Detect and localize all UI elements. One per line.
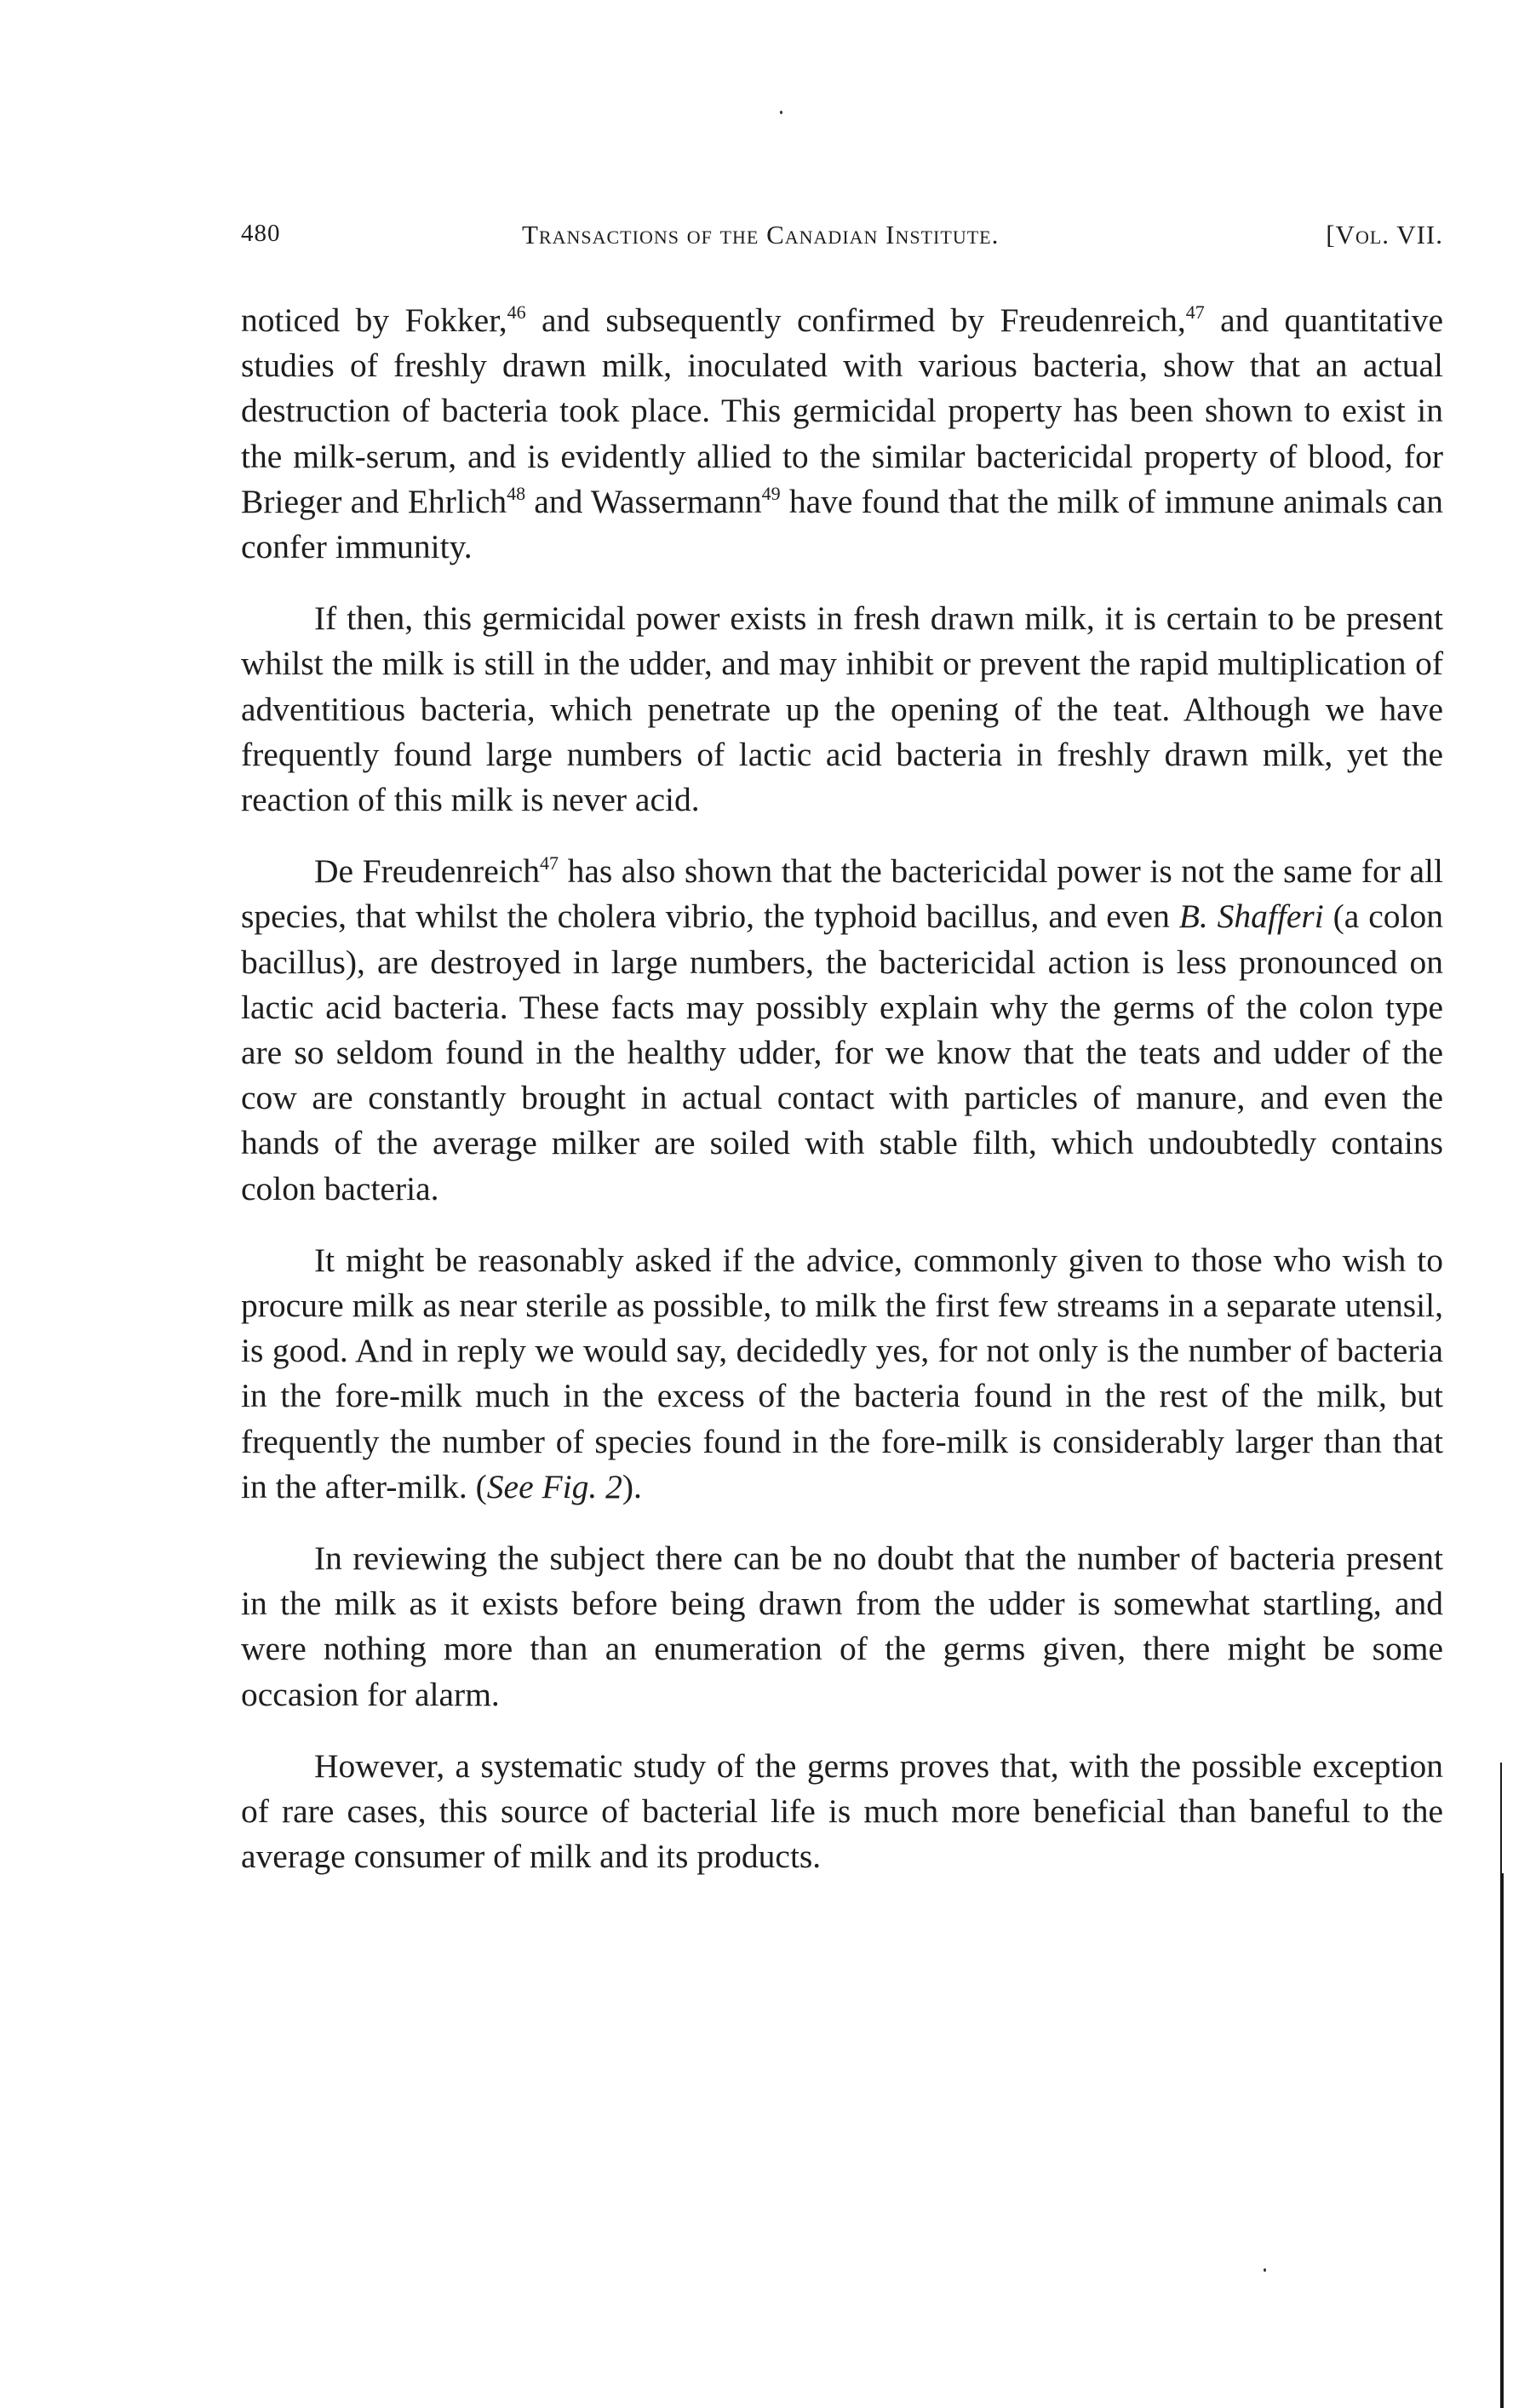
italic-text: B. Shafferi bbox=[1178, 897, 1324, 936]
running-title: Transactions of the Canadian Institute. bbox=[522, 220, 1000, 249]
paragraph bbox=[241, 298, 1443, 570]
volume-label: [Vol. VII. bbox=[1326, 220, 1443, 249]
paragraph bbox=[241, 1536, 1443, 1717]
text-run: ). bbox=[622, 1467, 642, 1505]
page-number: 480 bbox=[241, 220, 281, 247]
italic-text: See Fig. 2 bbox=[486, 1467, 622, 1505]
text-run: and quantitative studies of freshly drawn milk, inoculated with various bacteria, show that an actual destruction of bacteria took place. This germicidal property has been shown to exist in the milk-serum, and is evidently allied to the similar bactericidal property of blood, for Brieger and Ehrlich bbox=[241, 301, 1443, 520]
text-run: It might be reasonably asked if the advice, commonly given to those who wish to procure milk as near sterile as possible, to milk the first few streams in a separate utensil, is good. And in reply we would say, decidedly yes, for not only is the number of bacteria in the fore-milk much in the excess of the bacteria found in the rest of the milk, but frequently the number of species found in the fore-milk is considerably larger than that in the after-milk. ( bbox=[241, 1241, 1443, 1505]
paragraph bbox=[241, 1238, 1443, 1510]
text-run: have found that the milk of immune animals can confer immunity. bbox=[241, 482, 1443, 566]
footnote-reference: 48 bbox=[507, 482, 526, 504]
text-run: and Wassermann bbox=[525, 482, 762, 520]
footnote-reference: 46 bbox=[507, 301, 526, 323]
paragraph bbox=[241, 1744, 1443, 1880]
text-run: In reviewing the subject there can be no doubt that the number of bacteria present in the milk as it exists before being drawn from the udder is somewhat startling, and were nothing more than an enumeration of the germs given, there might be some occasion for alarm. bbox=[241, 1539, 1443, 1713]
text-run: (a colon bacillus), are destroyed in large numbers, the bactericidal action is less pronounced on lactic acid bacteria. These facts may possibly explain why the germs of the colon type are so seldom found in the healthy udder, for we know that the teats and udder of the cow are constantly brought in actual contact with particles of manure, and even the hands of the average milker are soiled with stable filth, which undoubtedly contains colon bacteria. bbox=[241, 897, 1443, 1207]
scan-edge-line bbox=[1500, 1763, 1502, 1873]
footnote-reference: 47 bbox=[1185, 301, 1205, 323]
text-run: has also shown that the bactericidal power is not the same for all species, that whilst the cholera vibrio, the typhoid bacillus, and even bbox=[241, 852, 1444, 936]
footnote-reference: 47 bbox=[540, 852, 559, 874]
paragraph bbox=[241, 849, 1443, 1212]
text-run: De Freudenreich bbox=[314, 852, 541, 891]
footnote-reference: 49 bbox=[761, 482, 781, 504]
scan-speck bbox=[1264, 2268, 1266, 2272]
body-text bbox=[241, 298, 1443, 1906]
running-header bbox=[241, 220, 1443, 262]
scan-speck bbox=[780, 111, 782, 114]
text-run: However, a systematic study of the germs proves that, with the possible exception of rare cases, this source of bacterial life is much more beneficial than baneful to the average consumer of milk and its products. bbox=[241, 1746, 1443, 1876]
text-run: If then, this germicidal power exists in fresh drawn milk, it is certain to be present whilst the milk is still in the udder, and may inhibit or prevent the rapid multiplication of adventitious bacteria, which penetrate up the opening of the teat. Although we have frequently found large numbers of lactic acid bacteria in freshly drawn milk, yet the reaction of this milk is never acid. bbox=[241, 599, 1443, 819]
paragraph bbox=[241, 596, 1443, 823]
text-run: and subsequently confirmed by Freudenreich, bbox=[525, 301, 1186, 339]
scan-edge-bar bbox=[1500, 1873, 1504, 2408]
text-run: noticed by Fokker, bbox=[241, 301, 507, 339]
